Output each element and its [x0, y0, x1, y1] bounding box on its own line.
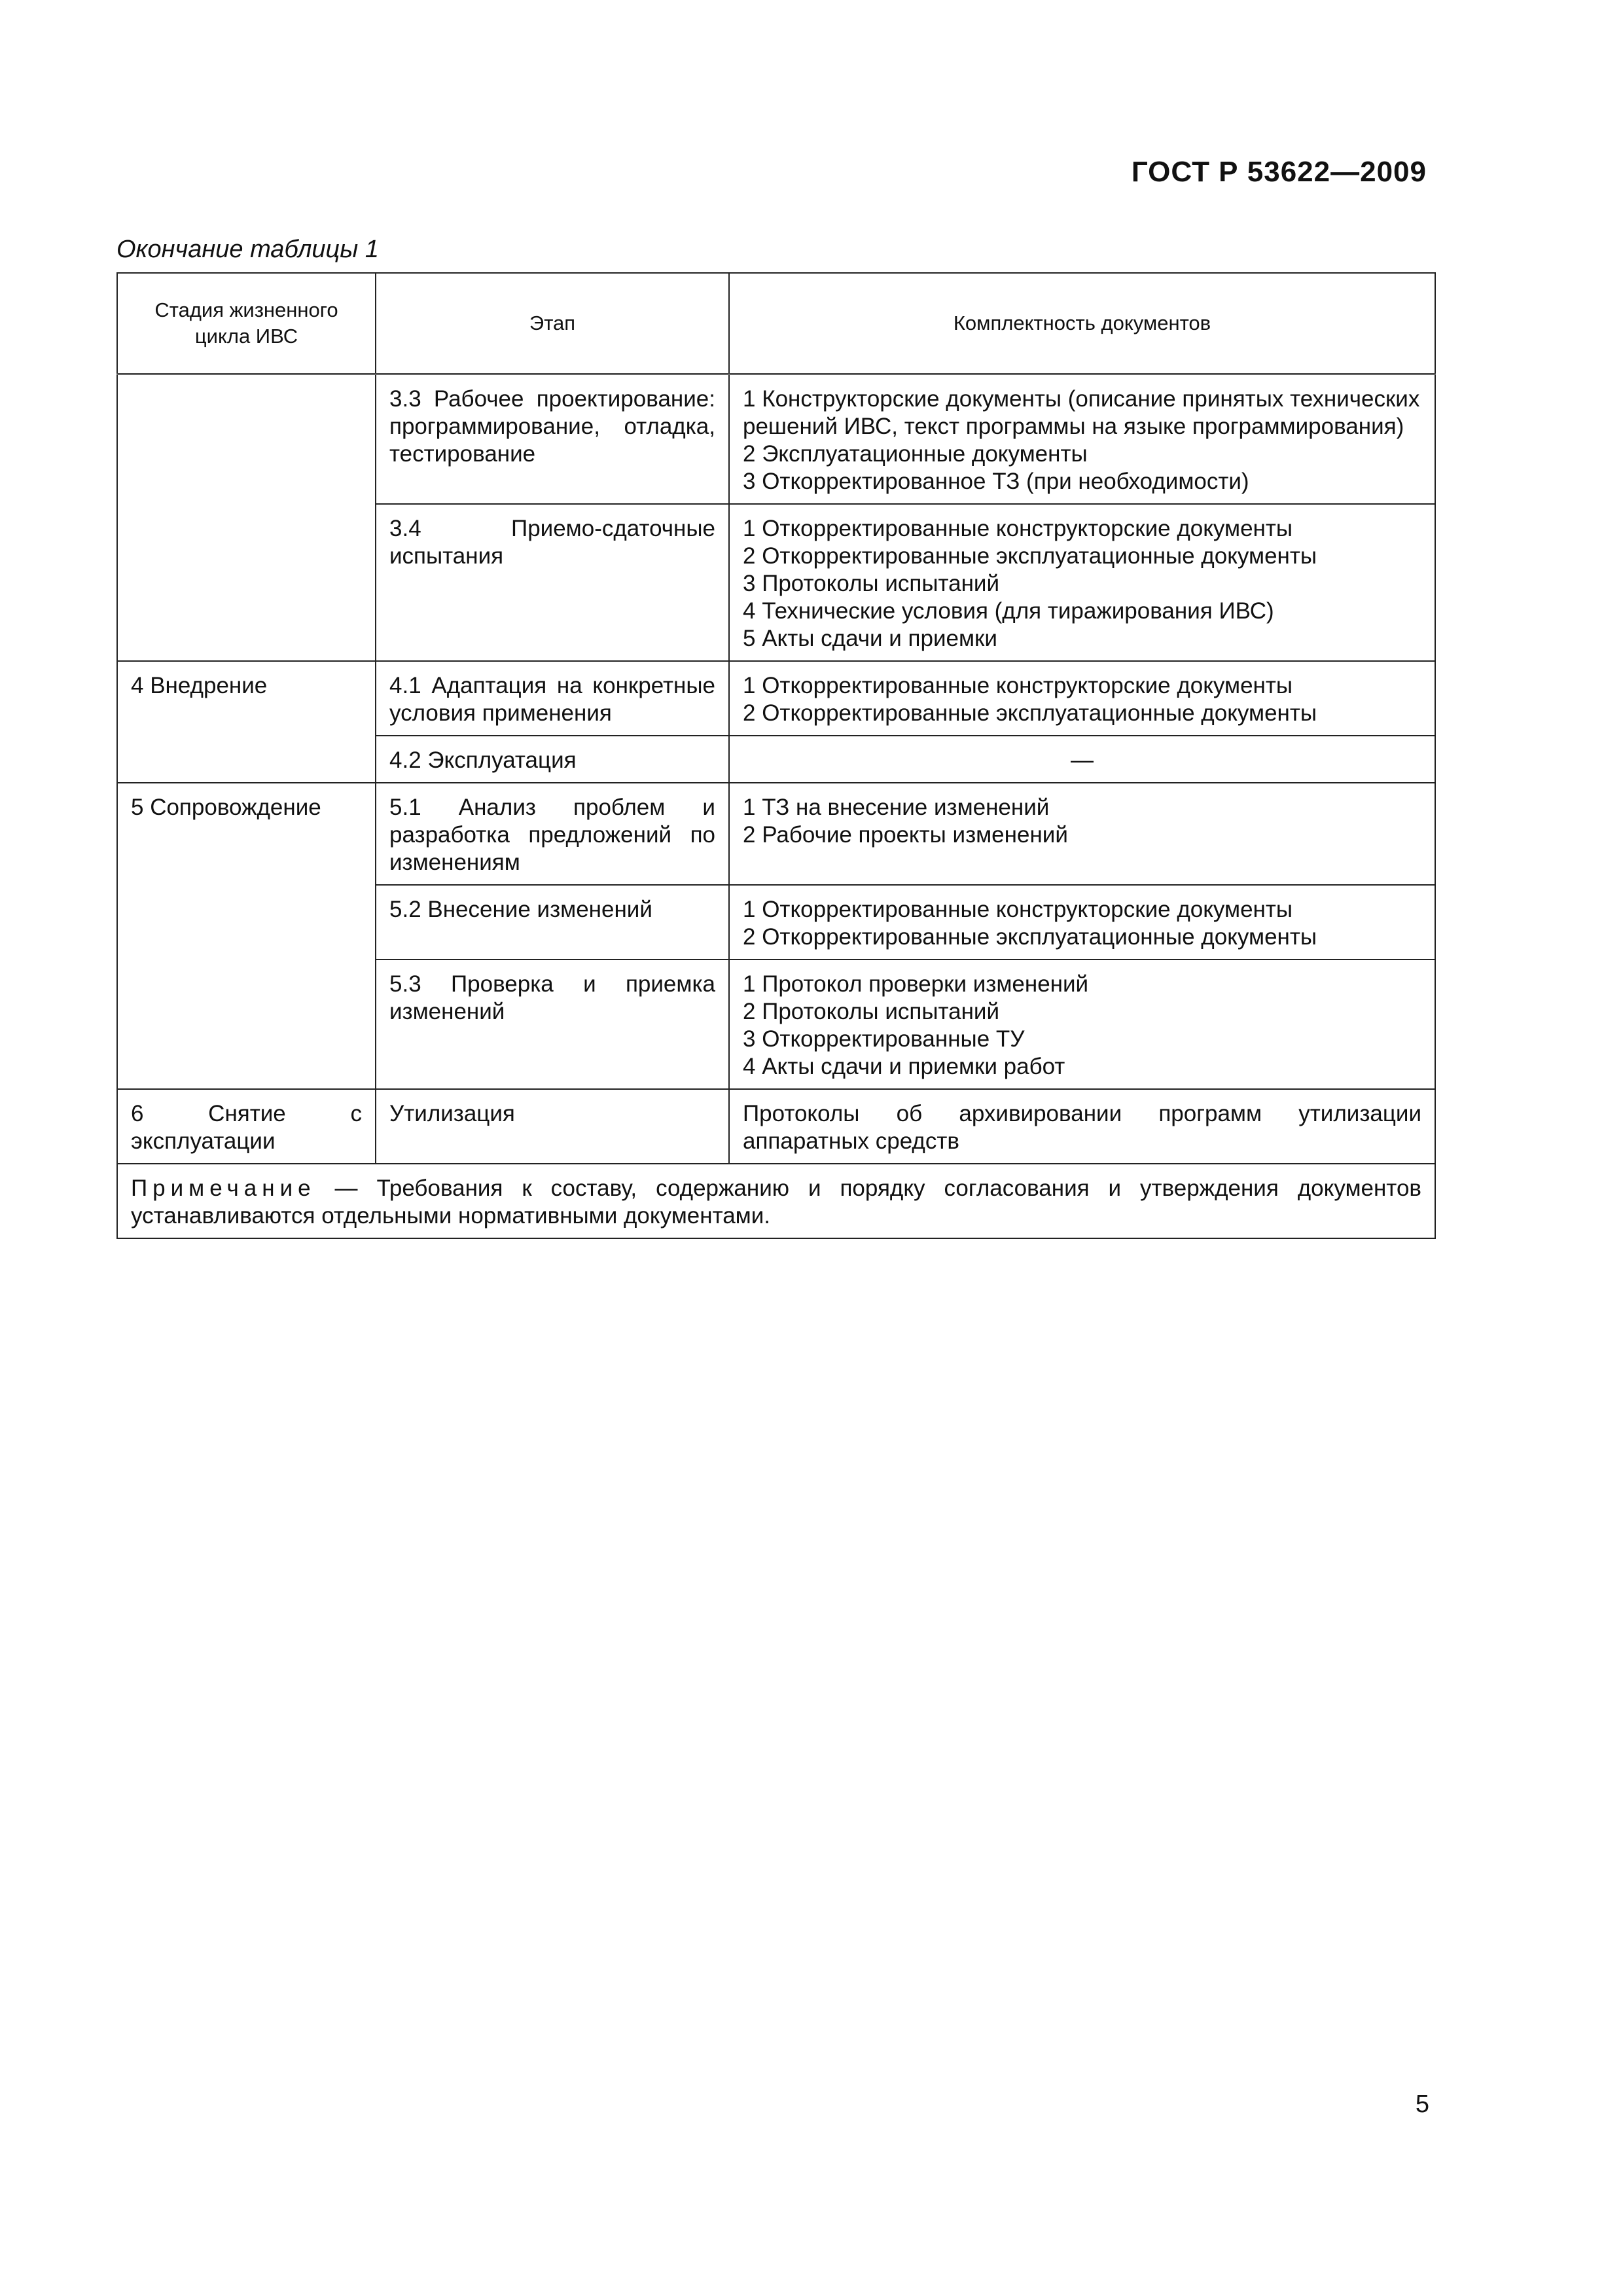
documents-cell: [729, 960, 1435, 1089]
step-cell: 4.2 Эксплуатация: [376, 736, 729, 783]
document-item: 1 Откорректированные конструкторские документы: [743, 673, 1293, 698]
note-label: Примечание: [131, 1175, 316, 1201]
stage-cell: 4 Внедрение: [117, 661, 376, 783]
column-header-step: Этап: [376, 273, 729, 374]
document-item: 1 ТЗ на внесение изменений: [743, 795, 1050, 820]
note-text: — Требования к составу, содержанию и порядку согласования и утверждения документов устанавливаются отдельными нормативными документами.: [131, 1175, 1421, 1229]
document-item: 2 Откорректированные эксплуатационные документы: [743, 924, 1317, 950]
document-item: 4 Технические условия (для тиражирования ИВС): [743, 598, 1274, 624]
step-cell: 4.1 Адаптация на конкретные условия применения: [376, 661, 729, 736]
documents-cell: [729, 783, 1435, 885]
stage-cell: [117, 374, 376, 662]
documents-list: [743, 896, 1421, 951]
stage-cell: 5 Сопровождение: [117, 783, 376, 1089]
document-item: 2 Откорректированные эксплуатационные документы: [743, 700, 1317, 726]
documents-cell: —: [729, 736, 1435, 783]
column-header-stage: Стадия жизненного цикла ИВС: [117, 273, 376, 374]
document-item: 1 Конструкторские документы (описание принятых технических решений ИВС, текст программы на языке программирования): [743, 386, 1420, 439]
documents-cell: [729, 504, 1435, 661]
table-row: [117, 1089, 1435, 1164]
step-cell: 5.1 Анализ проблем и разработка предложений по изменениям: [376, 783, 729, 885]
step-cell: Утилизация: [376, 1089, 729, 1164]
step-cell: 3.4 Приемо-сдаточные испытания: [376, 504, 729, 661]
document-item: 3 Откорректированное ТЗ (при необходимости): [743, 469, 1249, 494]
documents-cell: Протоколы об архивировании программ утилизации аппаратных средств: [729, 1089, 1435, 1164]
documents-cell: [729, 885, 1435, 960]
step-cell: 3.3 Рабочее проектирование: программирование, отладка, тестирование: [376, 374, 729, 505]
documents-list: [743, 515, 1421, 653]
documents-cell: [729, 661, 1435, 736]
document-item: 3 Откорректированные ТУ: [743, 1026, 1025, 1052]
table-row: [117, 661, 1435, 736]
document-item: 1 Откорректированные конструкторские документы: [743, 516, 1293, 541]
document-item: 2 Эксплуатационные документы: [743, 441, 1088, 467]
table-caption: Окончание таблицы 1: [116, 236, 379, 263]
step-cell: 5.3 Проверка и приемка изменений: [376, 960, 729, 1089]
document-code: ГОСТ Р 53622—2009: [1131, 156, 1427, 188]
document-item: 4 Акты сдачи и приемки работ: [743, 1054, 1065, 1079]
document-item: 1 Протокол проверки изменений: [743, 971, 1089, 997]
documents-list: [743, 672, 1421, 727]
table-note: [117, 1164, 1435, 1238]
table-header-row: [117, 273, 1435, 374]
documents-list: [743, 386, 1421, 495]
stage-cell: 6 Снятие с эксплуатации: [117, 1089, 376, 1164]
documents-list: [743, 971, 1421, 1081]
document-item: 3 Протоколы испытаний: [743, 571, 1000, 596]
step-cell: 5.2 Внесение изменений: [376, 885, 729, 960]
documents-cell: [729, 374, 1435, 505]
document-item: 5 Акты сдачи и приемки: [743, 626, 997, 651]
document-item: 2 Протоколы испытаний: [743, 999, 1000, 1024]
table-row: [117, 783, 1435, 885]
table-row: [117, 374, 1435, 505]
document-item: 2 Откорректированные эксплуатационные документы: [743, 543, 1317, 569]
documents-list: [743, 794, 1421, 849]
table-note-row: [117, 1164, 1435, 1238]
page-number: 5: [1415, 2090, 1429, 2118]
document-item: 2 Рабочие проекты изменений: [743, 822, 1068, 848]
requirements-table: [116, 272, 1436, 1239]
column-header-documents: Комплектность документов: [729, 273, 1435, 374]
document-item: 1 Откорректированные конструкторские документы: [743, 897, 1293, 922]
